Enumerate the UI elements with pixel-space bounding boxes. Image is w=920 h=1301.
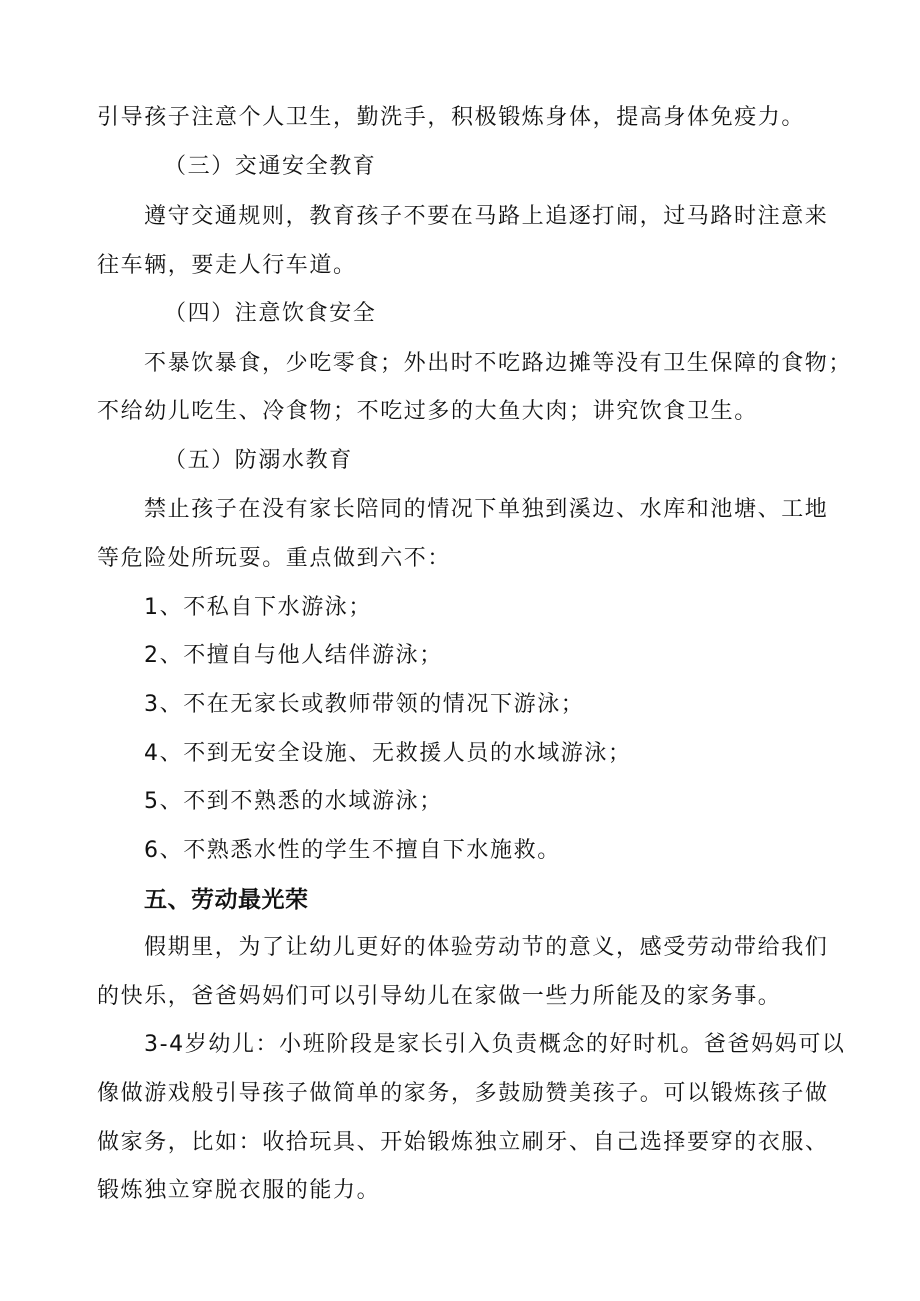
list-item: 6、不熟悉水性的学生不擅自下水施救。 <box>144 838 561 863</box>
subsection-heading: （三）交通安全教育 <box>164 154 377 179</box>
paragraph-line: 假期里，为了让幼儿更好的体验劳动节的意义，感受劳动带给我们 <box>144 935 829 960</box>
paragraph-line: 不暴饮暴食，少吃零食；外出时不吃路边摊等没有卫生保障的食物； <box>144 351 853 376</box>
paragraph-line: 锻炼独立穿脱衣服的能力。 <box>97 1178 381 1203</box>
list-item: 5、不到不熟悉的水域游泳； <box>144 789 443 814</box>
paragraph-line: 遵守交通规则，教育孩子不要在马路上追逐打闹，过马路时注意来 <box>144 204 829 229</box>
subsection-heading: （四）注意饮食安全 <box>164 301 377 326</box>
paragraph-line: 往车辆，要走人行车道。 <box>97 253 357 278</box>
list-item: 2、不擅自与他人结伴游泳； <box>144 643 443 668</box>
subsection-heading: （五）防溺水教育 <box>164 448 353 473</box>
section-heading: 五、劳动最光荣 <box>144 886 309 912</box>
paragraph-line: 引导孩子注意个人卫生，勤洗手，积极锻炼身体，提高身体免疫力。 <box>97 105 806 130</box>
list-item: 3、不在无家长或教师带领的情况下游泳； <box>144 692 585 717</box>
list-item: 4、不到无安全设施、无救援人员的水域游泳； <box>144 741 632 766</box>
paragraph-line: 做家务，比如：收拾玩具、开始锻炼独立刷牙、自己选择要穿的衣服、 <box>97 1130 829 1155</box>
paragraph-line: 不给幼儿吃生、冷食物；不吃过多的大鱼大肉；讲究饮食卫生。 <box>97 399 758 424</box>
paragraph-line: 3-4岁幼儿：小班阶段是家长引入负责概念的好时机。爸爸妈妈可以 <box>144 1032 846 1057</box>
paragraph-line: 像做游戏般引导孩子做简单的家务，多鼓励赞美孩子。可以锻炼孩子做 <box>97 1081 829 1106</box>
list-item: 1、不私自下水游泳； <box>144 595 372 620</box>
paragraph-line: 等危险处所玩耍。重点做到六不： <box>97 546 452 571</box>
paragraph-line: 禁止孩子在没有家长陪同的情况下单独到溪边、水库和池塘、工地 <box>144 497 829 522</box>
paragraph-line: 的快乐，爸爸妈妈们可以引导幼儿在家做一些力所能及的家务事。 <box>97 984 782 1009</box>
